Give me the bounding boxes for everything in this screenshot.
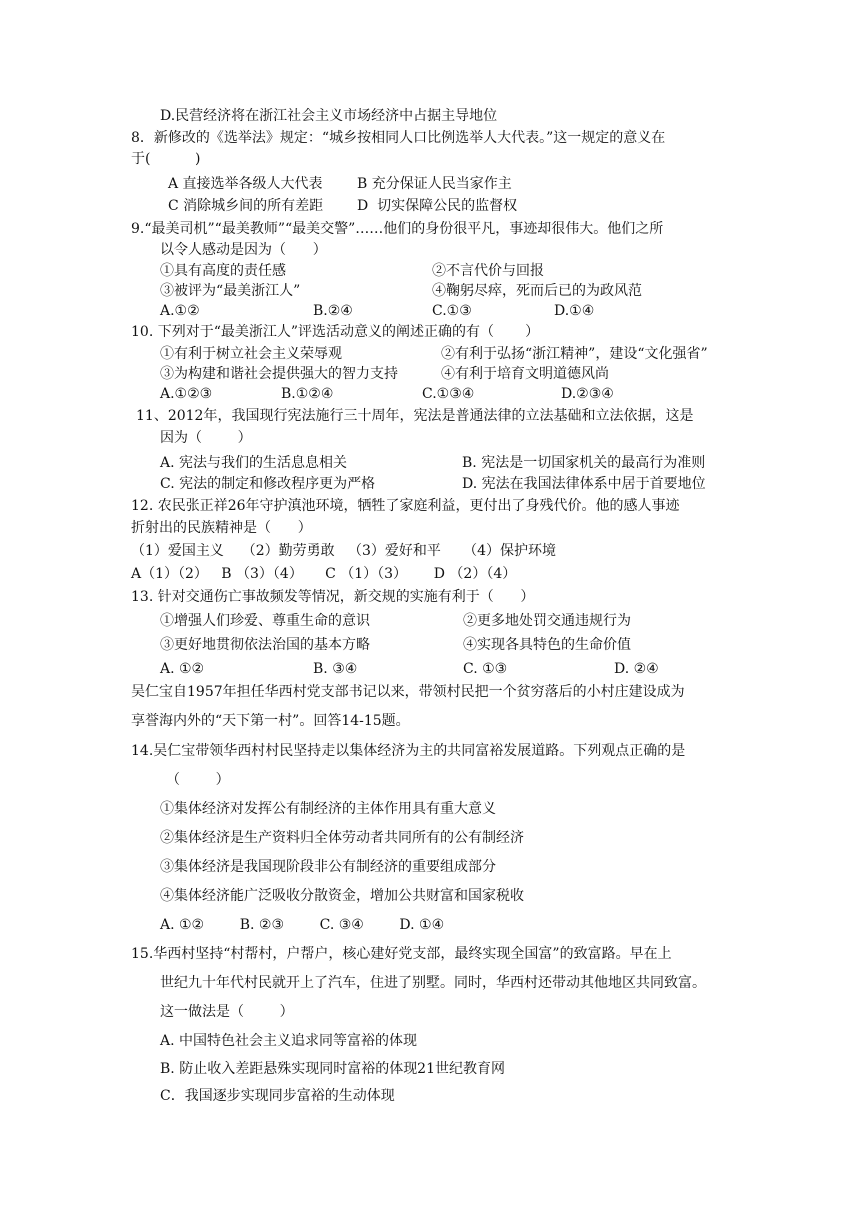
q13-statement-1: ①增强人们珍爱、尊重生命的意识 xyxy=(160,613,370,629)
q11-option-c: C. 宪法的制定和修改程序更为严格 xyxy=(160,476,376,492)
q11-stem-line1: 11、2012年，我国现行宪法施行三十周年，宪法是普通法律的立法基础和立法依据，这是 xyxy=(136,408,694,424)
q8-option-c: C 消除城乡间的所有差距 xyxy=(168,198,324,214)
q10-statement-3: ③为构建和谐社会提供强大的智力支持 xyxy=(160,366,398,382)
q12-stem-line2: 折射出的民族精神是（ ） xyxy=(131,520,312,536)
q8-stem-line1: 8．新修改的《选举法》规定：“城乡按相同人口比例选举人大代表。”这一规定的意义在 xyxy=(131,130,666,146)
q10-option-b: B.①②④ xyxy=(281,386,334,402)
q13-stem: 13. 针对交通伤亡事故频发等情况，新交规的实施有利于（ ） xyxy=(131,589,535,605)
q14-options: A. ①② B. ②③ C. ③④ D. ①④ xyxy=(160,917,445,933)
q15-stem-line1: 15.华西村坚持“村帮村，户帮户，核心建好党支部，最终实现全国富”的致富路。早在上 xyxy=(131,946,672,962)
q10-option-a: A.①②③ xyxy=(160,386,213,402)
q11-option-d: D. 宪法在我国法律体系中居于首要地位 xyxy=(462,476,706,492)
q9-stem-line2: 以令人感动是因为（ ） xyxy=(160,242,327,258)
q13-option-b: B. ③④ xyxy=(313,661,358,677)
q9-option-d: D.①④ xyxy=(554,303,595,319)
q10-statement-4: ④有利于培育文明道德风尚 xyxy=(441,366,609,382)
q15-stem-line3: 这一做法是（ ） xyxy=(160,1004,294,1020)
q8-option-d: D 切实保障公民的监督权 xyxy=(357,198,518,214)
q9-statement-4: ④鞠躬尽瘁，死而后已的为政风范 xyxy=(432,283,642,299)
q13-statement-2: ②更多地处罚交通违规行为 xyxy=(463,613,631,629)
q14-stem-line1: 14.吴仁宝带领华西村村民坚持走以集体经济为主的共同富裕发展道路。下列观点正确的是 xyxy=(131,743,686,759)
q15-option-c: C．我国逐步实现同步富裕的生动体现 xyxy=(160,1088,395,1104)
q14-statement-2: ②集体经济是生产资料归全体劳动者共同所有的公有制经济 xyxy=(160,830,524,846)
q9-statement-3: ③被评为“最美浙江人” xyxy=(160,283,301,299)
q15-option-b: B. 防止收入差距悬殊实现同时富裕的体现21世纪教育网 xyxy=(160,1061,506,1077)
q15-option-a: A. 中国特色社会主义追求同等富裕的体现 xyxy=(160,1033,418,1049)
q9-statement-1: ①具有高度的责任感 xyxy=(160,263,286,279)
passage-line2: 享誉海内外的“天下第一村”。回答14-15题。 xyxy=(131,713,410,729)
q14-statement-3: ③集体经济是我国现阶段非公有制经济的重要组成部分 xyxy=(160,859,496,875)
q14-statement-4: ④集体经济能广泛吸收分散资金，增加公共财富和国家税收 xyxy=(160,888,524,904)
q9-option-c: C.①③ xyxy=(432,303,472,319)
q8-stem-line2: 于( ) xyxy=(131,151,201,167)
q14-statement-1: ①集体经济对发挥公有制经济的主体作用具有重大意义 xyxy=(160,801,496,817)
q11-option-a: A. 宪法与我们的生活息息相关 xyxy=(160,455,348,471)
q14-stem-line2: （ ） xyxy=(166,772,230,788)
q10-statement-2: ②有利于弘扬“浙江精神”，建设“文化强省” xyxy=(441,346,708,362)
q9-statement-2: ②不言代价与回报 xyxy=(432,263,544,279)
q9-option-a: A.①② xyxy=(160,303,200,319)
q12-options: A（1）（2） B （3）（4） C （1）（3） D （2）（4） xyxy=(131,566,517,582)
q8-option-b: B 充分保证人民当家作主 xyxy=(357,176,512,192)
q8-option-a: A 直接选举各级人大代表 xyxy=(168,176,323,192)
q11-option-b: B. 宪法是一切国家机关的最高行为准则 xyxy=(462,455,706,471)
q13-statement-4: ④实现各具特色的生命价值 xyxy=(463,637,631,653)
q13-option-a: A. ①② xyxy=(160,661,205,677)
q13-option-d: D. ②④ xyxy=(614,661,659,677)
q15-stem-line2: 世纪九十年代村民就开上了汽车，住进了别墅。同时，华西村还带动其他地区共同致富。 xyxy=(160,975,706,991)
q13-option-c: C. ①③ xyxy=(463,661,508,677)
q13-statement-3: ③更好地贯彻依法治国的基本方略 xyxy=(160,637,370,653)
q7-option-d: D.民营经济将在浙江社会主义市场经济中占据主导地位 xyxy=(160,108,498,124)
q10-option-c: C.①③④ xyxy=(422,386,475,402)
q12-stem-line1: 12. 农民张正祥26年守护滇池环境，牺牲了家庭利益，更付出了身残代价。他的感人事迹 xyxy=(131,498,680,514)
q11-stem-line2: 因为（ ） xyxy=(160,430,252,446)
q10-stem: 10. 下列对于“最美浙江人”评选活动意义的阐述正确的有（ ） xyxy=(131,324,540,340)
q10-statement-1: ①有利于树立社会主义荣辱观 xyxy=(160,346,342,362)
q12-items: （1）爱国主义 （2）勤劳勇敢 （3）爱好和平 （4）保护环境 xyxy=(131,543,557,559)
q9-option-b: B.②④ xyxy=(313,303,353,319)
q10-option-d: D.②③④ xyxy=(561,386,614,402)
passage-line1: 吴仁宝自1957年担任华西村党支部书记以来，带领村民把一个贫穷落后的小村庄建设成为 xyxy=(131,684,685,700)
q9-stem-line1: 9.“最美司机”“最美教师”“最美交警”……他们的身份很平凡，事迹却很伟大。他们之所 xyxy=(131,221,664,237)
